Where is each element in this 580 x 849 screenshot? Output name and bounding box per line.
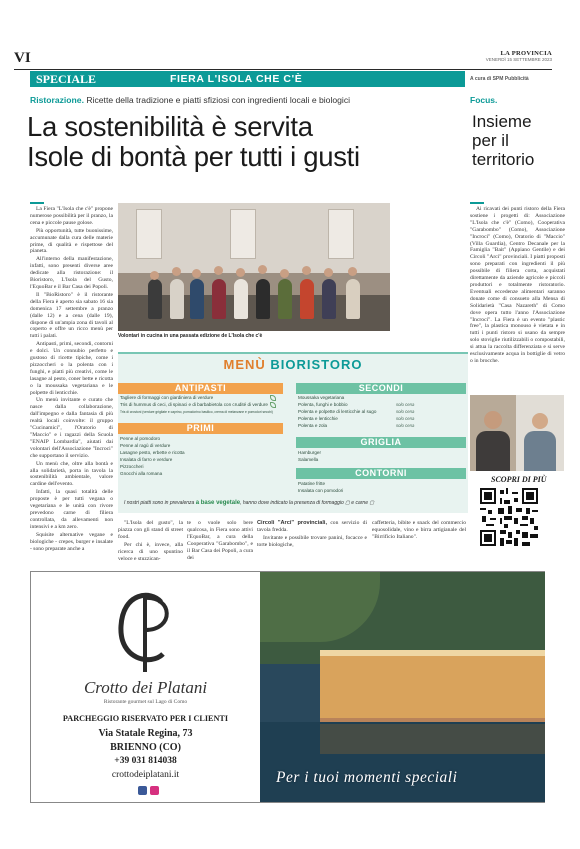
article-column-5 <box>372 520 466 542</box>
focus-photo <box>470 395 564 471</box>
menu-item: Salamella <box>298 457 319 462</box>
photo-person <box>148 279 162 319</box>
page-number: VI <box>14 50 31 66</box>
menu-item: Lasagne pesto, erbette e ricotta <box>120 450 185 455</box>
restaurant-ad[interactable] <box>30 571 545 803</box>
paragraph: Il "BioRistoro" è il ristorante della Fiera è aperto sia sabato 16 sia domenica 17 settembre a pranzo (dalle 12) e a cena (dalle 19), dispone di un'ampia zona di tavoli al coperto e offre un ricco menù per tutti i palati. <box>30 291 113 340</box>
photo-person <box>322 279 336 319</box>
paragraph: Un menù invitante e curato che nasce dalla collaborazione, dall'impegno e dalla fantasia di più realtà locali coinvolte: il gruppo "Cucinamici", l'Oratorio di "Maccio" e i ragazzi della Scuola "ENAIP Lombardia", aiutati dai volontari dell'Associazione "Incroci" che supportano il servizio. <box>30 397 113 459</box>
article-column-2 <box>118 520 183 563</box>
masthead-date: VENERDÌ 15 SETTEMBRE 2023 <box>485 57 552 62</box>
photo-window <box>230 209 256 259</box>
menu-item: Patatine fritte <box>298 481 326 486</box>
menu-title <box>118 357 468 372</box>
ad-tagline: Per i tuoi momenti speciali <box>276 769 458 786</box>
menu-item: Insalata di farro e verdure <box>120 457 173 462</box>
menu-title-a: MENÙ <box>223 357 266 372</box>
focus-text <box>470 202 565 366</box>
photo-head <box>258 265 267 274</box>
menu-item: Moussaka vegetariana <box>298 395 345 400</box>
qr-label: SCOPRI DI PIÙ <box>491 475 547 484</box>
paragraph: Un menù che, oltre alla bontà e alla solidarietà, porta in tavola la sostenibilità ambientale, valore cardine dell'evento. <box>30 460 113 488</box>
ad-website[interactable]: crottodeiplatani.it <box>111 770 180 780</box>
article-column-4 <box>257 520 367 550</box>
paragraph: Infatti, la quasi totalità delle proposte è per tutti vegana o vegetariana e le unità con rivore prevedono carne di filiera controllata, da allevamenti non intensivi e a km zero. <box>30 489 113 530</box>
focus-headline <box>472 112 534 169</box>
menu-item: Insalata con pomodori <box>298 488 344 493</box>
article-kicker <box>30 95 350 105</box>
menu-item: Penne al pomodoro <box>120 436 161 441</box>
section-credit: A cura di SPM Pubblicità <box>470 76 529 82</box>
qr-code-icon[interactable] <box>480 488 538 546</box>
paragraph: Ai ricavati dei punti ristoro della Fiera sostiene i progetti di: Associazione "L'Isola che c'è" (Como), Cooperativa "Garabombo" (Como), Associazione "Incroci" (Como), Oratorio di "Maccio" (Villa Guardia), Centro Decanale per la Famiglia "Bait" (Appiano Gentile) e dei Circoli "Arci" provinciali. I piatti proposti sono preparati con ingredienti il più possibile di filiera corta, acquistati direttamente da aziende agricole e piccoli produttori e totalmente ristoratorio. Eventuali eccedenze alimentari saranno donate come di consueto alla Mensa di Solidarietà "Casa Nazareth" di Como dove opera tutto l'anno l'Associazione "Incroci". La Fiera è un evento "plastic free", la plastica monouso è vietata e in tutti i punti ristoro si usano da sempre solo stoviglie riutilizzabili o compostabili, si attua la raccolta differenziata e si serve esclusivamente acqua in bottiglie di vetro o in brocche. <box>470 206 565 364</box>
focus-headline-line: Insieme <box>472 112 532 131</box>
vegan-leaf-icon <box>270 402 276 408</box>
headline-line-1: La sostenibilità è servita <box>27 111 313 142</box>
photo-head <box>150 271 159 280</box>
menu-item: Tagliere di formaggi con giardiniera di verdure <box>120 395 214 400</box>
photo-window <box>136 209 162 259</box>
masthead-brand: LA PROVINCIA <box>500 50 552 57</box>
photo-person <box>190 279 204 319</box>
menu-heading-antipasti: ANTIPASTI <box>118 383 283 394</box>
restaurant-logo-icon <box>111 584 181 676</box>
menu-item: Tris di hummus di ceci, di spinaci e di barbabietola con crudité di verdure <box>120 402 268 407</box>
photo-head <box>280 269 289 278</box>
menu-title-b: BIORISTORO <box>270 357 363 372</box>
article-column-3 <box>187 520 253 562</box>
photo-person <box>170 279 184 319</box>
menu-item: Polenta e zola <box>298 423 328 428</box>
menu-item: Gnocchi alla romana <box>120 471 163 476</box>
photo-head <box>214 266 223 275</box>
vegan-leaf-icon <box>270 395 276 401</box>
paragraph <box>257 520 367 534</box>
photo-body <box>524 431 556 471</box>
photo-head <box>302 266 311 275</box>
ad-restaurant-name: Crotto dei Platani <box>83 678 208 697</box>
menu-heading-primi: PRIMI <box>118 423 283 434</box>
menu-item: Polenta e lenticchie <box>298 416 338 421</box>
menu-item: Pizzoccheri <box>120 464 144 469</box>
kicker-text: Ricette della tradizione e piatti sfiziosi con ingredienti locali e biologici <box>86 95 351 105</box>
section-tag: SPECIALE <box>36 72 97 86</box>
paragraph: All'interno della manifestazione, infatti, sono presenti diverse aree dedicate alla ristorazione: il Bioristoro, L'Isola del Gusto, l'EquoBar e il Bar Casa dei Popoli. <box>30 256 113 290</box>
ad-terrace-light <box>320 650 545 656</box>
photo-person <box>346 279 360 319</box>
photo-body <box>476 431 510 471</box>
menu-price-note: solo cena <box>396 402 415 407</box>
menu-heading-contorni: CONTORNI <box>296 468 466 479</box>
photo-head <box>324 268 333 277</box>
photo-caption: Volontari in cucina in una passata edizione de L'Isola che c'è <box>118 333 263 339</box>
photo-head <box>236 268 245 277</box>
menu-item: Polenta, funghi e bobbio <box>298 402 348 407</box>
paragraph: "L'Isola del gusto", la piazza con gli stand di street food. <box>118 520 183 540</box>
menu-item: Tris di crostoni (verdure grigliate e caprino, pomodorino basilico, crema di melanzane e pomodori secchi) <box>120 410 273 414</box>
footer-text: I nostri piatti sono in prevalenza <box>124 500 195 506</box>
photo-head <box>348 267 357 276</box>
article-column-1 <box>30 202 113 553</box>
footer-text: , hanno dove indicato la presenza di formaggio <box>240 500 344 506</box>
paragraph: Antipasti, primi, secondi, contorni e dolci. Un connubio perfetto e gustoso di ricette tipiche, come i pizzoccheri o la polenta con i funghi, e piatti più creativi, come le lasagne al pesto, coner bette e ricotta o la moussaka vegetariana e le polpette di lenticchie. <box>30 341 113 396</box>
menu-footer: I nostri piatti sono in prevalenza a base vegetale, hanno dove indicato la presenza di formaggio ▢ e carne ▢ <box>124 500 375 506</box>
menu-price-note: solo cena <box>396 409 415 414</box>
menu-item: Polenta e polpette di lenticchie al sugo <box>298 409 377 414</box>
footer-text: e carne <box>351 500 368 506</box>
instagram-icon[interactable] <box>150 786 159 795</box>
photo-head <box>172 267 181 276</box>
ad-text-panel <box>31 572 260 802</box>
paragraph: Squisite alternative vegane e biologiche - crepes, burger e insalate - sono preparate anche a <box>30 531 113 552</box>
focus-headline-line: per il <box>472 131 509 150</box>
article-headline <box>27 112 360 172</box>
paragraph: La Fiera "L'Isola che c'è" propone numerose possibilità per il pranzo, la cena e piccole pause golose. <box>30 206 113 226</box>
menu-heading-secondi: SECONDI <box>296 383 466 394</box>
menu-box <box>118 352 468 513</box>
menu-heading-griglia: GRIGLIA <box>296 437 466 448</box>
photo-person <box>278 279 292 319</box>
bold-text: Circoli "Arci" provinciali, <box>257 520 328 526</box>
focus-kicker: Focus. <box>470 95 498 105</box>
column-rule <box>470 202 484 204</box>
kicker-bold: Ristorazione. <box>30 95 84 105</box>
volunteers-photo <box>118 203 390 331</box>
facebook-icon[interactable] <box>138 786 147 795</box>
ad-reflection <box>320 724 545 754</box>
text: con servizio di tavola fredda. <box>257 520 368 533</box>
paragraph: Più opportunità, tutte buonissime, accumunate dalla cura delle materie prime, di qualità e rispettose del pianeta. <box>30 227 113 255</box>
section-title: FIERA L'ISOLA CHE C'È <box>170 73 303 85</box>
photo-person <box>234 279 248 319</box>
header-rule <box>14 69 552 70</box>
photo-person <box>212 279 226 319</box>
ad-terrace <box>320 650 545 720</box>
menu-price-note: solo cena <box>396 416 415 421</box>
ad-photo <box>260 572 545 802</box>
photo-person <box>256 279 270 319</box>
section-banner <box>30 71 465 87</box>
ad-parking: PARCHEGGIO RISERVATO PER I CLIENTI <box>62 714 229 723</box>
ad-subtitle: Ristorante gourmet sul Lago di Como <box>103 699 188 705</box>
photo-face <box>484 411 502 429</box>
ad-address: Via Statale Regina, 73 <box>98 728 193 739</box>
photo-person <box>300 279 314 319</box>
paragraph: Invitante e possibile trovare panini, focacce e torte biologiche, <box>257 534 367 548</box>
masthead <box>486 50 552 62</box>
photo-face <box>532 413 548 429</box>
focus-headline-line: territorio <box>472 150 535 169</box>
ad-city: BRIENNO (CO) <box>110 742 181 753</box>
menu-item: Penne al ragù di verdure <box>120 443 171 448</box>
headline-line-2: Isole di bontà per tutti i gusti <box>27 141 360 172</box>
column-rule <box>30 202 44 204</box>
photo-head <box>192 269 201 278</box>
menu-item: Hamburger <box>298 450 321 455</box>
menu-price-note: solo cena <box>396 423 415 428</box>
photo-window <box>328 209 354 259</box>
footer-bold: a base vegetale <box>195 500 241 506</box>
ad-phone[interactable]: +39 031 814038 <box>114 756 177 766</box>
paragraph: Per chi è, invece, alla ricerca di uno spuntino veloce e stuzzican- <box>118 541 183 562</box>
paragraph: caffetteria, bibite e snack del commercio equosolidale, vino e birra artigianale del "Birrificio Italiano". <box>372 520 466 540</box>
paragraph: te o vuole solo bere qualcosa, in Fiera sono attivi l'EquoBar, a cura della Cooperativa "Garabombo", e il Bar Casa dei Popoli, a cura dei <box>187 520 253 561</box>
